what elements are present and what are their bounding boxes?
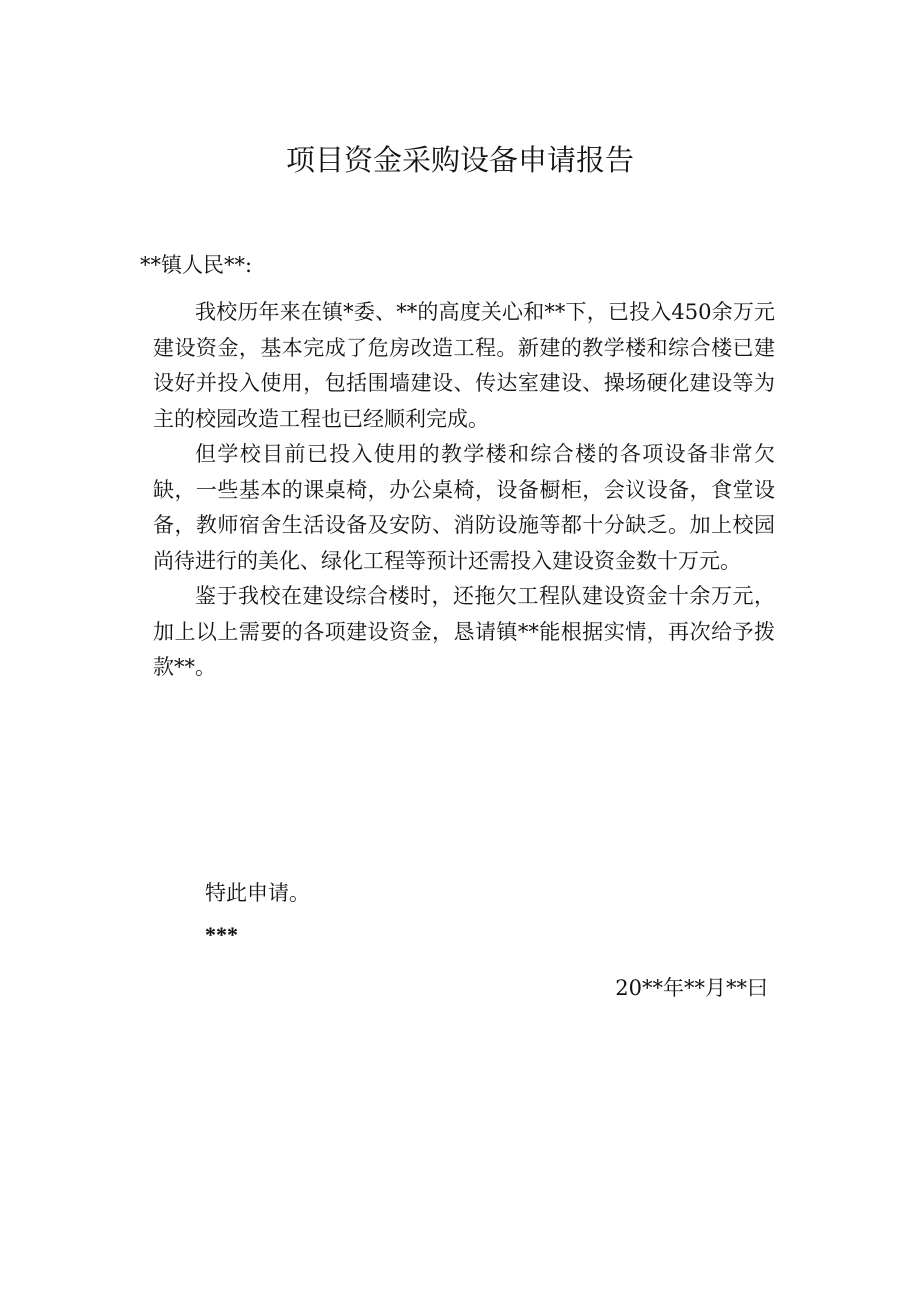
paragraph-equipment-shortage: 但学校目前已投入使用的教学楼和综合楼的各项设备非常欠缺，一些基本的课桌椅，办公桌椅，设备橱柜，会议设备，食堂设备，教师宿舍生活设备及安防、消防设施等都十分缺乏。加上校园尚待进行的美化、绿化工程等预计还需投入建设资金数十万元。 bbox=[153, 442, 775, 573]
closing-line: 特此申请。 bbox=[205, 881, 310, 905]
salutation: **镇人民**: bbox=[140, 253, 253, 277]
paragraph-investment: 我校历年来在镇*委、**的高度关心和**下，已投入450余万元建设资金，基本完成了危房改造工程。新建的教学楼和综合楼已建设好并投入使用，包括围墙建设、传达室建设、操场硬化建设等为主的校园改造工程也已经顺利完成。 bbox=[153, 300, 775, 431]
document-title: 项目资金采购设备申请报告 bbox=[285, 143, 634, 177]
date-line: 20**年**月**曰 bbox=[615, 976, 768, 1000]
signature: *** bbox=[205, 922, 238, 947]
document-body bbox=[153, 295, 775, 686]
paragraph-funding-request: 鉴于我校在建设综合楼时，还拖欠工程队建设资金十余万元，加上以上需要的各项建设资金，恳请镇**能根据实情，再次给予拨款**。 bbox=[153, 584, 775, 679]
